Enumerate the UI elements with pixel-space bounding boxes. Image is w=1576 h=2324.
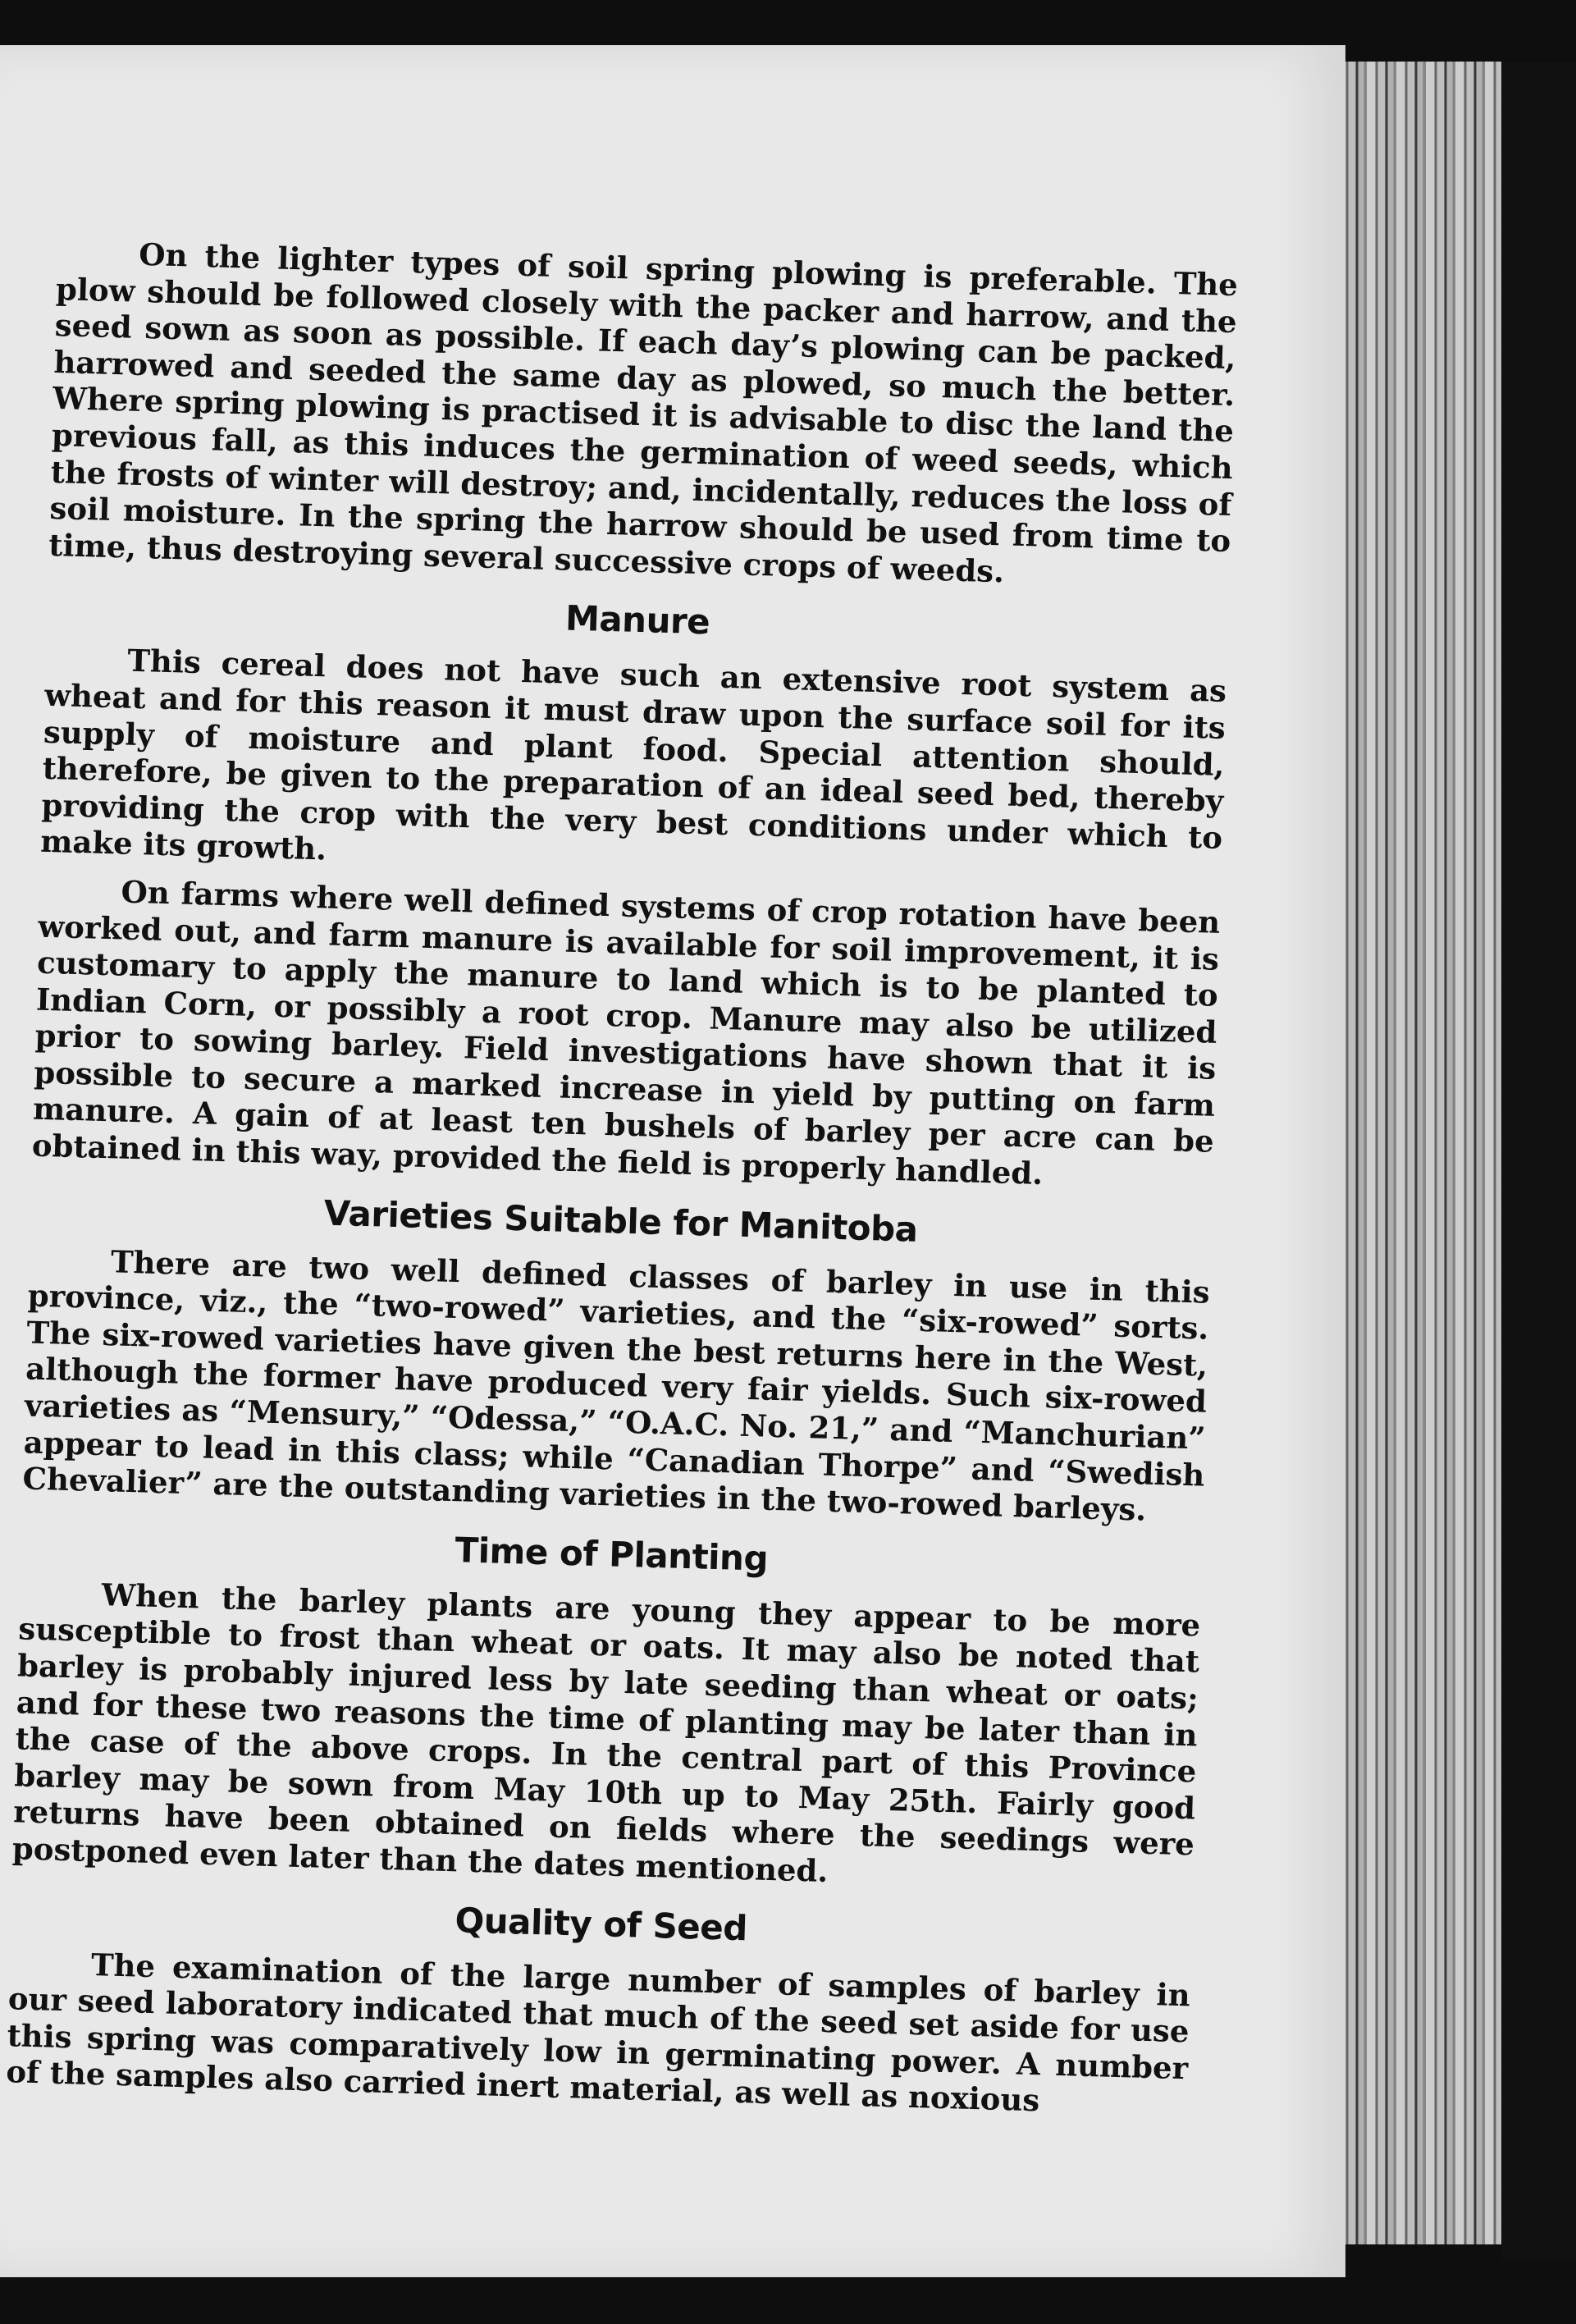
heading-time-of-planting: Time of Planting (454, 1529, 769, 1579)
paragraph-varieties: There are two well defined classes of barley in use in this province, viz., the “two-rowed” varieties, and the “six-rowed” sorts. The six-rowed varieties have given the best returns here in the West, although the former have produced very fair yields. Such six-rowed varieties as “Mensury,” “Odessa,” “O.A.C. No. 21,” and “Manchurian” appear to lead in this class; while “Canadian Thorpe” and “Swedish Chevalier” are the outstanding varieties in the two-rowed barleys. (22, 1242, 1211, 1528)
heading-quality-of-seed: Quality of Seed (454, 1899, 748, 1948)
paragraph-time-of-planting: When the barley plants are young they appear to be more susceptible to frost than wheat or oats. It may also be noted that barley is probably injured less by late seeding than wheat or oats; and for these two reasons the time of planting may be later than in the case of the above crops. In the central part of this Province barley may be sown from May 10th up to May 25th. Fairly good returns have been obtained on fields where the seedings were postponed even later than the dates mentioned. (11, 1576, 1201, 1889)
page-edges-shadow (1501, 62, 1576, 2261)
paragraph-root-system: This cereal does not have such an extensive root system as wheat and for this reason it must draw upon the surface soil for its supply of moisture and plant food. Special attention should, therefore, be given to the preparation of an ideal seed bed, thereby providing the crop with the very best conditions under which to make its growth. (39, 642, 1227, 867)
heading-manure: Manure (564, 597, 710, 643)
heading-varieties: Varieties Suitable for Manitoba (323, 1192, 919, 1250)
paragraph-spring-plowing: On the lighter types of soil spring plowing is preferable. The plow should be followed closely with the packer and harrow, and the seed sown as soon as possible. If each day’s plowing can be packed, harrowed and seeded the same day as plowed, so much the better. Where spring plowing is practised it is advisable to disc the land the previous fall, as this induces the germination of weed seeds, which the frosts of winter will destroy; and, incidentally, reduces the loss of soil moisture. In the spring the harrow should be used from time to time, thus destroying several successive crops of weeds. (48, 236, 1239, 590)
paragraph-farm-manure: On farms where well defined systems of crop rotation have been worked out, and farm manure is available for soil improvement, it is customary to apply the manure to land which is to be planted to Indian Corn, or possibly a root crop. Manure may also be utilized prior to sowing barley. Field investigations have shown that it is possible to secure a marked increase in yield by putting on farm manure. A gain of at least ten bushels of barley per acre can be obtained in this way, provided the field is properly handled. (31, 873, 1221, 1192)
page-text (6, 234, 1239, 2123)
paragraph-quality-of-seed: The examination of the large number of samples of barley in our seed laboratory indicated that much of the seed set aside for use this spring was comparatively low in germinating power. A number of the samples also carried inert material, as well as noxious (5, 1946, 1191, 2119)
